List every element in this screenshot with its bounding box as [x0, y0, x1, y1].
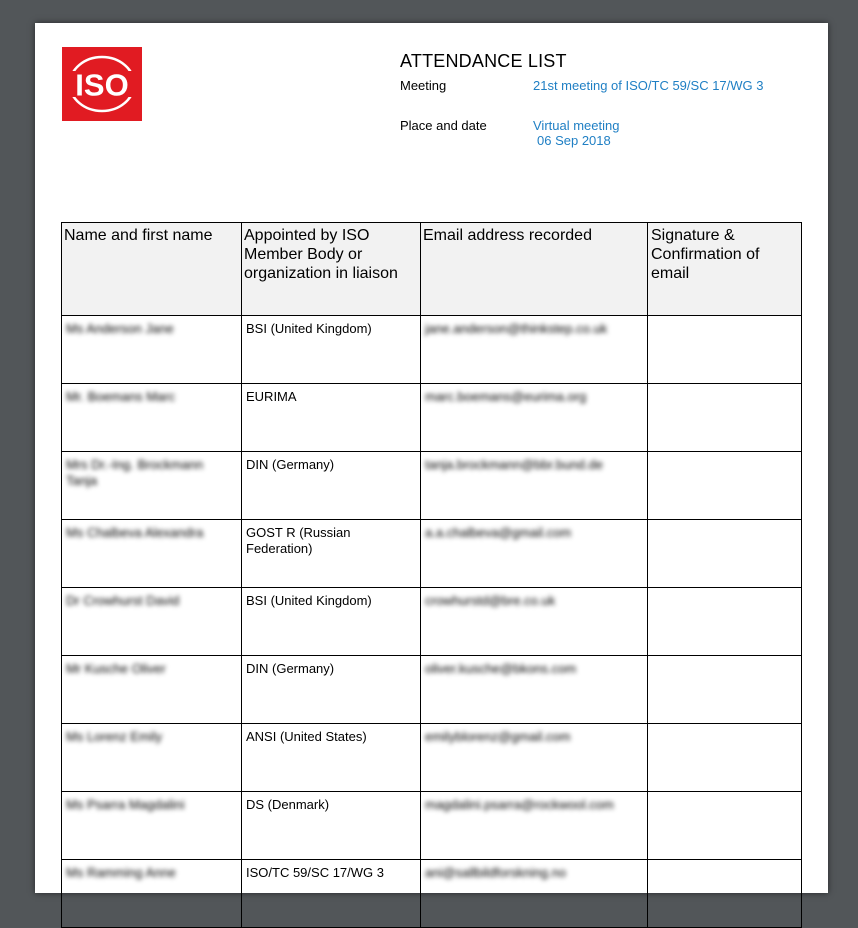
col-header-signature: Signature & Confirmation of email	[648, 223, 802, 316]
attendee-member-body: ISO/TC 59/SC 17/WG 3	[242, 860, 421, 928]
meeting-label: Meeting	[400, 78, 447, 93]
signature-cell	[648, 384, 802, 452]
table-row	[62, 588, 802, 656]
attendee-member-body: BSI (United Kingdom)	[242, 588, 421, 656]
table-row	[62, 452, 802, 520]
table-row	[62, 520, 802, 588]
table-row	[62, 656, 802, 724]
attendee-member-body: DIN (Germany)	[242, 656, 421, 724]
attendee-email: emilyblorenz@gmail.com	[421, 724, 648, 792]
table-row	[62, 860, 802, 928]
table-row	[62, 724, 802, 792]
attendee-name: Ms Anderson Jane	[62, 316, 242, 384]
iso-logo-text: ISO	[75, 67, 129, 103]
attendee-email: ani@sallbildforskning.no	[421, 860, 648, 928]
attendee-member-body: DIN (Germany)	[242, 452, 421, 520]
attendee-email: jane.anderson@thinkstep.co.uk	[421, 316, 648, 384]
document-page	[35, 23, 828, 893]
attendee-email: tanja.brockmann@bbr.bund.de	[421, 452, 648, 520]
attendee-name: Ms Ramming Anne	[62, 860, 242, 928]
place-value: Virtual meeting	[533, 118, 620, 133]
signature-cell	[648, 656, 802, 724]
attendee-email: oliver.kusche@bkons.com	[421, 656, 648, 724]
signature-cell	[648, 724, 802, 792]
col-header-appointed-by: Appointed by ISO Member Body or organization in liaison	[242, 223, 421, 316]
meeting-value: 21st meeting of ISO/TC 59/SC 17/WG 3	[533, 78, 764, 93]
iso-logo	[62, 47, 142, 121]
attendee-name: Ms Lorenz Emily	[62, 724, 242, 792]
attendee-name: Ms Psarra Magdalini	[62, 792, 242, 860]
document-title: ATTENDANCE LIST	[400, 51, 567, 71]
attendee-email: magdalini.psarra@rockwool.com	[421, 792, 648, 860]
signature-cell	[648, 452, 802, 520]
attendee-member-body: EURIMA	[242, 384, 421, 452]
table-row	[62, 316, 802, 384]
attendee-name: Dr Crowhurst David	[62, 588, 242, 656]
signature-cell	[648, 316, 802, 384]
place-date-label: Place and date	[400, 118, 487, 133]
signature-cell	[648, 588, 802, 656]
table-header-row	[62, 223, 802, 316]
attendee-name: Ms Chalbeva Alexandra	[62, 520, 242, 588]
col-header-email: Email address recorded	[421, 223, 648, 316]
attendance-table	[61, 222, 802, 928]
signature-cell	[648, 792, 802, 860]
attendee-email: crowhurstd@bre.co.uk	[421, 588, 648, 656]
signature-cell	[648, 860, 802, 928]
attendee-email: marc.boemans@eurima.org	[421, 384, 648, 452]
attendee-member-body: BSI (United Kingdom)	[242, 316, 421, 384]
date-value: 06 Sep 2018	[537, 133, 611, 148]
attendee-member-body: DS (Denmark)	[242, 792, 421, 860]
attendee-name: Mr. Boemans Marc	[62, 384, 242, 452]
attendee-name: Mr Kusche Oliver	[62, 656, 242, 724]
attendee-name: Mrs Dr.-Ing. Brockmann Tanja	[62, 452, 242, 520]
signature-cell	[648, 520, 802, 588]
attendee-member-body: GOST R (Russian Federation)	[242, 520, 421, 588]
attendee-email: a.a.chalbeva@gmail.com	[421, 520, 648, 588]
attendee-member-body: ANSI (United States)	[242, 724, 421, 792]
col-header-name: Name and first name	[62, 223, 242, 316]
table-row	[62, 384, 802, 452]
table-row	[62, 792, 802, 860]
